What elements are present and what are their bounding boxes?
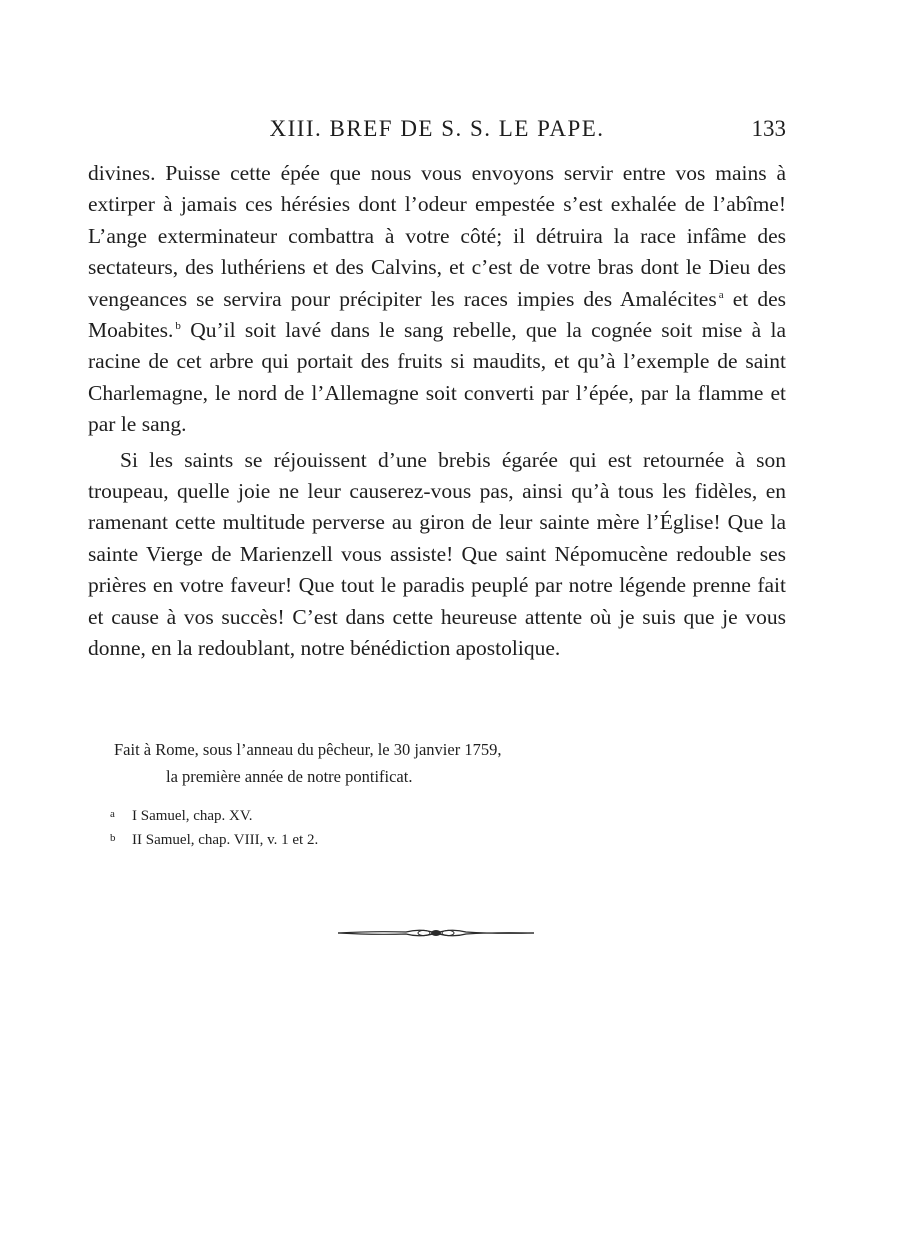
paragraph-1 [88,158,786,441]
footnote-text: II Samuel, chap. VIII, v. 1 et 2. [132,832,319,848]
page-number: 133 [751,116,786,141]
closing-line-2: la première année de notre pontificat. [166,767,413,786]
footnotes [110,804,610,852]
closing-line-1: Fait à Rome, sous l’anneau du pêcheur, le 30 janvier 1759, [114,740,502,759]
footnote-item [110,804,610,828]
footnote-ref-a: a [718,288,724,301]
paragraph-1-text-b: et des Moabites. [88,286,787,343]
footnote-ref-b: b [175,320,181,333]
paragraph-1-text-c: Qu’il soit lavé dans le sang rebelle, que la cognée soit mise à la racine de cet arbre qui portait des fruits si maudits, et qu’à l’exemple de saint Charlemagne, le nord de l’Allemagne soit converti par l’épée, par la flamme et par le sang. [88,318,786,437]
footnote-text: I Samuel, chap. XV. [132,808,253,824]
footnote-mark: b [110,832,116,844]
ornament-divider-icon [336,924,536,942]
paragraph-2: Si les saints se réjouissent d’une brebis égarée qui est retournée à son troupeau, quelle joie ne leur causerez-vous pas, ainsi qu’à tous les fidèles, en ramenant cette multitude perverse au giron de leur sainte mère l’Église! Que la sainte Vierge de Marienzell vous assiste! Que saint Népomucène redouble ses prières en votre faveur! Que tout le paradis peuplé par notre légende prenne fait et cause à vos succès! C’est dans cette heureuse attente où je suis que je vous donne, en la redoublant, notre bénédiction apostolique. [88,447,786,661]
footnote-item [110,828,610,852]
paragraph-1-text-a: divines. Puisse cette épée que nous vous envoyons servir entre vos mains à extirper à jamais ces hérésies dont l’odeur empestée s’est exhalée de l’abîme! L’ange exterminateur combattra à votre côté; il détruira la race infâme des sectateurs, des luthériens et des Calvins, et c’est de votre bras dont le Dieu des vengeances se servira pour précipiter les races impies des Amalécites [88,161,786,311]
closing-formula [114,736,674,790]
running-title: XIII. BREF DE S. S. LE PAPE. [269,116,605,141]
footnote-mark: a [110,808,115,820]
page-header [88,116,786,148]
body-text [88,158,786,665]
